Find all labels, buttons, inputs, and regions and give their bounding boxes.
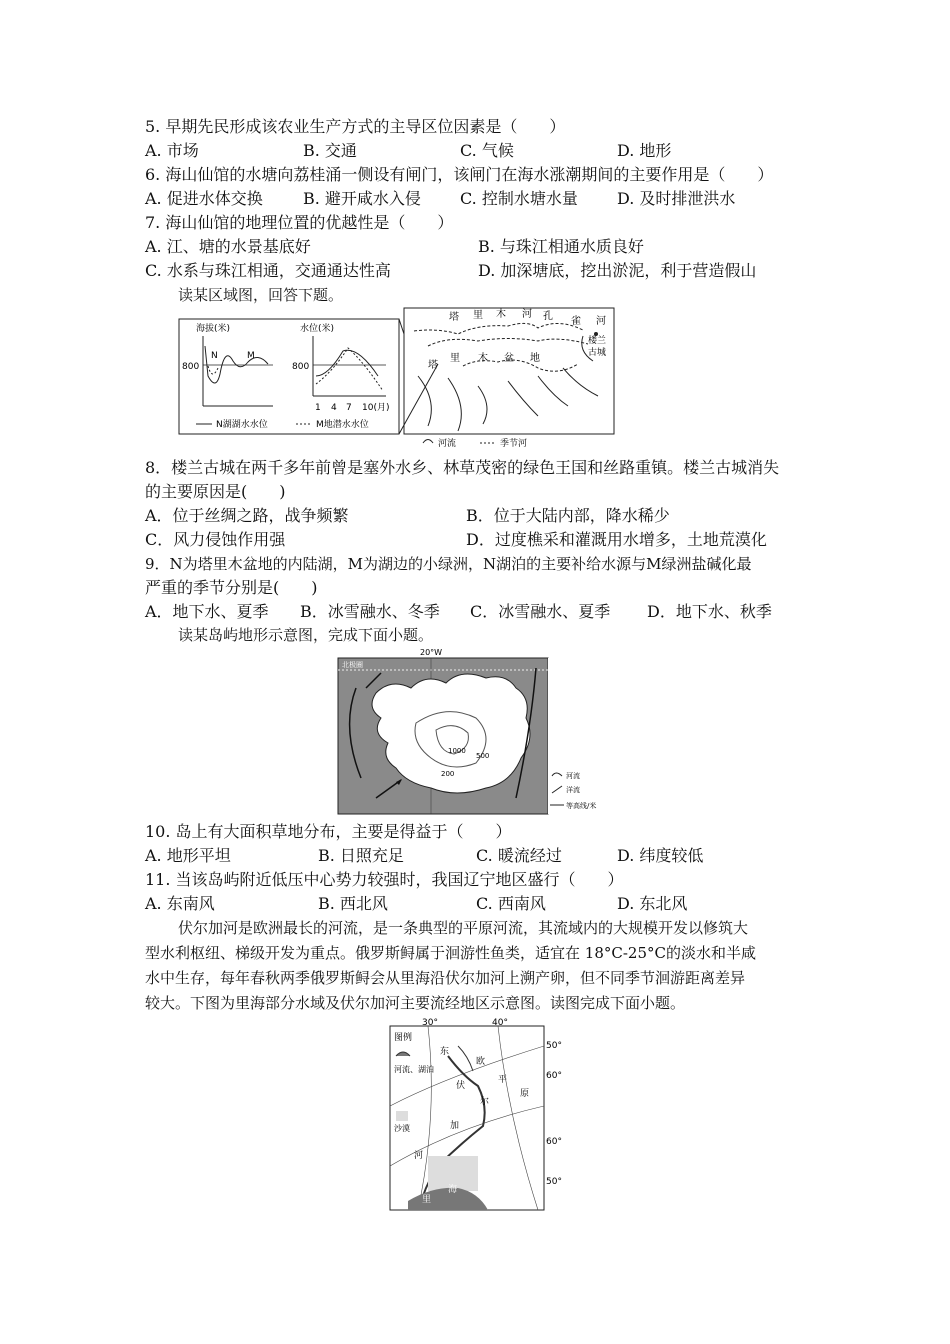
q8-stem-line1: 8．楼兰古城在两千多年前曾是塞外水乡、林草茂密的绿色王国和丝路重镇。楼兰古城消失 (145, 458, 780, 477)
lon-40: 40° (492, 1018, 508, 1028)
q6-option-a[interactable]: A. 促进水体交换 (145, 189, 263, 208)
chart2-xtick-1: 1 (315, 403, 321, 413)
legend-river: 河流 (566, 772, 580, 780)
q8-option-c[interactable]: C．风力侵蚀作用强 (145, 530, 286, 549)
map-label-basin-mu: 木 (478, 353, 488, 364)
map-label-li: 里 (473, 310, 483, 321)
volga-para-line2: 型水利枢纽、梯级开发为重点。俄罗斯鲟属于洄游性鱼类，适宜在 18°C-25°C的淡水和半咸 (145, 944, 756, 962)
q7-stem: 7. 海山仙馆的地理位置的优越性是（ ） (145, 213, 454, 232)
q10-option-b[interactable]: B. 日照充足 (318, 846, 404, 865)
map-label-basin-ta: 塔 (428, 360, 438, 371)
q8-option-b[interactable]: B．位于大陆内部，降水稀少 (466, 506, 670, 525)
volga-para-line3: 水中生存，每年春秋两季俄罗斯鲟会从里海沿伏尔加河上溯产卵，但不同季节洄游距离差异 (145, 969, 746, 987)
q5-option-c[interactable]: C. 气候 (460, 141, 514, 160)
fig1-legend-n: N湖湖水水位 (216, 420, 268, 430)
q6-option-c[interactable]: C. 控制水塘水量 (460, 189, 578, 208)
map-label-loulan: 楼兰 (588, 336, 607, 346)
q6-option-b[interactable]: B. 避开咸水入侵 (303, 189, 421, 208)
q8-stem-line2: 的主要原因是( ) (145, 482, 286, 501)
chart2-xtick-7: 7 (346, 403, 352, 413)
q9-stem-line1: 9．N为塔里木盆地的内陆湖，M为湖边的小绿洲，N湖泊的主要补给水源与M绿洲盐碱化最 (145, 555, 752, 573)
tarim-figure (178, 306, 618, 452)
q7-option-a[interactable]: A. 江、塘的水景基底好 (145, 237, 311, 256)
lat-60-b: 60° (546, 1137, 562, 1147)
label-yuan: 原 (520, 1089, 530, 1099)
chart2-xtick-4: 4 (331, 403, 337, 413)
legend-title: 图例 (394, 1033, 413, 1043)
q11-option-c[interactable]: C. 西南风 (476, 894, 546, 913)
q8-option-a[interactable]: A．位于丝绸之路，战争频繁 (145, 506, 349, 525)
chart1-label-m: M (247, 351, 255, 361)
q9-option-b[interactable]: B．冰雪融水、冬季 (300, 602, 440, 621)
label-er: 尔 (480, 1097, 490, 1107)
chart1-tick: 800 (182, 362, 200, 372)
label-he: 河 (414, 1151, 424, 1161)
volga-para-line4: 较大。下图为里海部分水域及伏尔加河主要流经地区示意图。读图完成下面小题。 (145, 994, 686, 1012)
map-legend-seasonal: 季节河 (500, 439, 528, 449)
fig1-legend-m: M地潜水水位 (316, 420, 369, 430)
map-label-he: 河 (522, 309, 532, 320)
label-dong: 东 (440, 1047, 450, 1057)
q9-stem-line2: 严重的季节分别是( ) (145, 578, 318, 597)
q5-option-b[interactable]: B. 交通 (303, 141, 357, 160)
q11-option-d[interactable]: D. 东北风 (617, 894, 688, 913)
volga-para-line1: 伏尔加河是欧洲最长的河流，是一条典型的平原河流，其流域内的大规模开发以修筑大 (178, 919, 749, 937)
q7-option-b[interactable]: B. 与珠江相通水质良好 (478, 237, 644, 256)
label-hai: 海 (448, 1185, 458, 1195)
map-legend-river: 河流 (438, 439, 457, 449)
map-label-gucheng: 古城 (588, 348, 607, 358)
q8-option-d[interactable]: D．过度樵采和灌溉用水增多，土地荒漠化 (466, 530, 767, 549)
q7-option-d[interactable]: D. 加深塘底，挖出淤泥，利于营造假山 (478, 261, 757, 280)
label-li: 里 (422, 1195, 432, 1205)
longitude-label: 20°W (420, 648, 443, 657)
label-ping: 平 (498, 1075, 508, 1085)
q5-option-d[interactable]: D. 地形 (617, 141, 672, 160)
contour-1000: 1000 (448, 747, 466, 755)
q9-option-a[interactable]: A．地下水、夏季 (145, 602, 269, 621)
q5-option-a[interactable]: A. 市场 (145, 141, 199, 160)
q10-option-a[interactable]: A. 地形平坦 (145, 846, 231, 865)
chart2-xtick-10: 10(月) (362, 403, 390, 413)
map-label-basin-li: 里 (450, 353, 460, 364)
contour-200: 200 (441, 770, 455, 778)
map-label-mu: 木 (496, 309, 506, 320)
volga-figure (388, 1016, 568, 1214)
label-fu: 伏 (456, 1081, 466, 1091)
label-ou: 欧 (476, 1057, 486, 1067)
q9-option-c[interactable]: C．冰雪融水、夏季 (470, 602, 611, 621)
legend-current: 洋流 (566, 786, 580, 794)
q11-stem: 11. 当该岛屿附近低压中心势力较强时，我国辽宁地区盛行（ ） (145, 870, 624, 889)
q6-stem: 6. 海山仙馆的水塘向荔桂涌一侧设有闸门，该闸门在海水涨潮期间的主要作用是（ ） (145, 165, 774, 184)
q9-option-d[interactable]: D．地下水、秋季 (647, 602, 772, 621)
q11-option-a[interactable]: A. 东南风 (145, 894, 215, 913)
map-label-ta: 塔 (449, 312, 459, 323)
lat-50-bottom: 50° (546, 1177, 562, 1187)
chart1-label-n: N (211, 351, 218, 361)
arctic-circle-label: 北极圈 (342, 661, 363, 669)
legend-desert: 沙漠 (394, 1124, 410, 1133)
map-label-basin-pen: 盆 (504, 353, 514, 364)
q10-option-c[interactable]: C. 暖流经过 (476, 846, 562, 865)
chart2-ylabel: 水位(米) (300, 324, 335, 334)
q5-stem: 5. 早期先民形成该农业生产方式的主导区位因素是（ ） (145, 117, 566, 136)
q10-option-d[interactable]: D. 纬度较低 (617, 846, 704, 865)
intro-text-2: 读某岛屿地形示意图，完成下面小题。 (178, 626, 434, 644)
map-label-basin-di: 地 (530, 353, 540, 364)
q6-option-d[interactable]: D. 及时排泄洪水 (617, 189, 736, 208)
map-label-he2: 河 (596, 316, 606, 327)
legend-contour: 等高线/米 (566, 802, 597, 810)
chart1-ylabel: 海拔(米) (196, 324, 231, 334)
lat-50-top: 50° (546, 1041, 562, 1051)
contour-500: 500 (476, 752, 490, 760)
lon-30: 30° (422, 1018, 438, 1028)
q10-stem: 10. 岛上有大面积草地分布，主要是得益于（ ） (145, 822, 512, 841)
lat-60-a: 60° (546, 1071, 562, 1081)
map-label-kong: 孔 (543, 311, 553, 322)
legend-rivers-lakes: 河流、湖泊 (394, 1065, 434, 1074)
intro-text-1: 读某区域图，回答下题。 (178, 286, 344, 304)
chart2-tick: 800 (292, 362, 310, 372)
q11-option-b[interactable]: B. 西北风 (318, 894, 388, 913)
island-figure (336, 648, 611, 816)
label-jia: 加 (450, 1121, 460, 1131)
map-label-que: 雀 (571, 316, 581, 327)
q7-option-c[interactable]: C. 水系与珠江相通，交通通达性高 (145, 261, 391, 280)
